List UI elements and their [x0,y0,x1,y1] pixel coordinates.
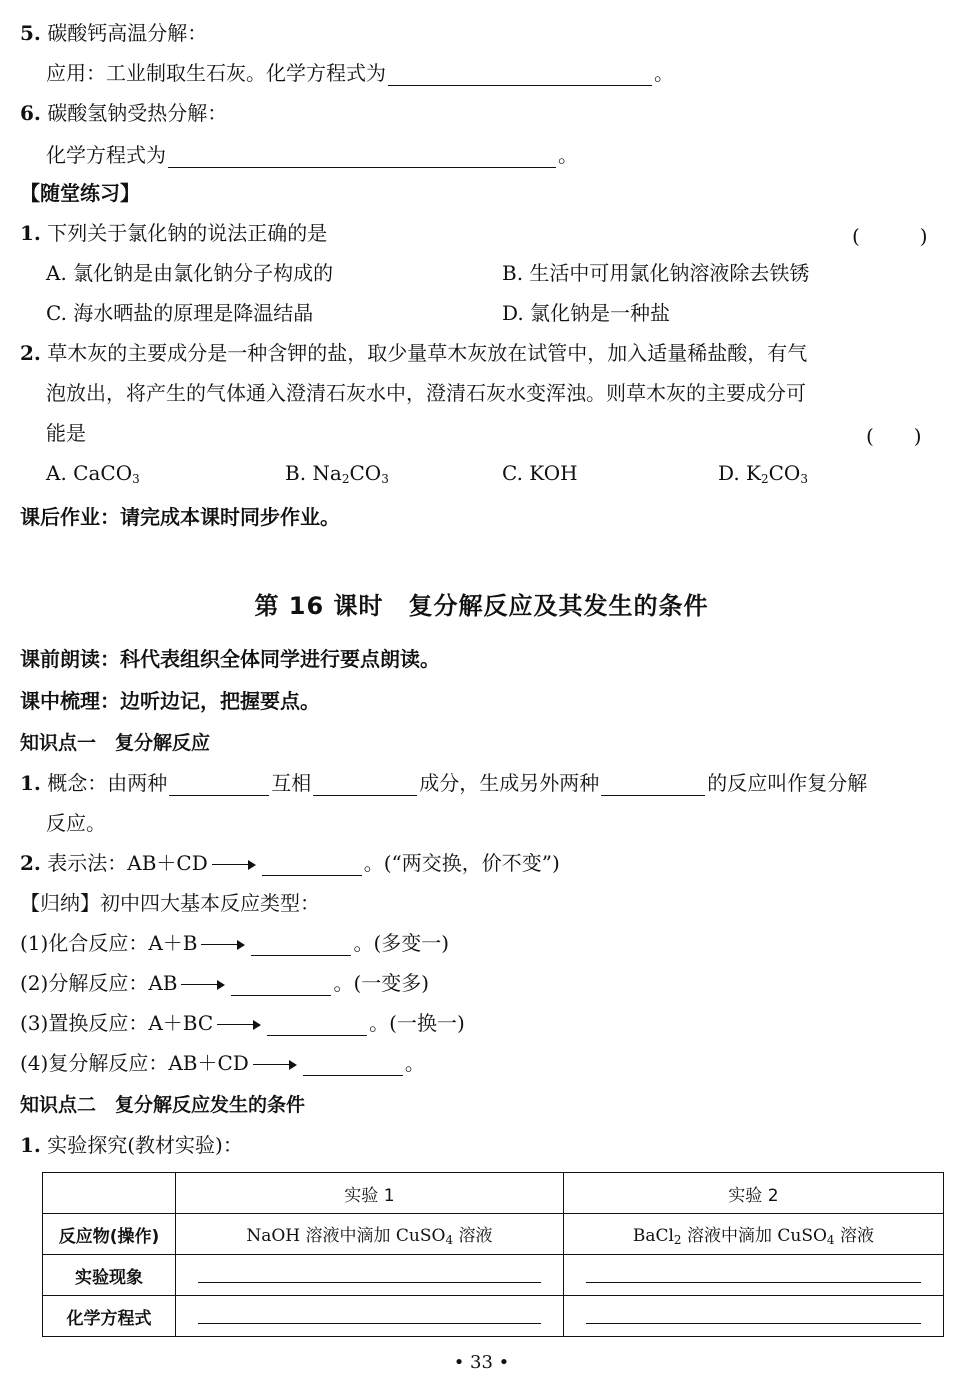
c2-text-b: 。(“两交换，价不变”) [363,851,560,875]
answer-line[interactable] [586,1282,921,1283]
row-label-reactants: 反应物(操作) [43,1214,176,1255]
in-class-line: 课中梳理：边听边记，把握要点。 [20,689,320,713]
row-label-equation: 化学方程式 [43,1296,176,1337]
q2-b-text2: CO [349,461,382,485]
q2-d-text2: CO [768,461,801,485]
c1-text-b: 互相 [271,771,312,795]
cell-text: 溶液中滴加 CuSO [681,1226,827,1246]
q1-answer-paren[interactable]: ( ) [852,224,928,248]
q5-line [20,20,207,46]
header-experiment-1: 实验 1 [176,1173,564,1214]
answer-line[interactable] [198,1323,541,1324]
q1-option-b: B. 生活中可用氯化钠溶液除去铁锈 [502,261,810,285]
t1-text: (1)化合反应：A＋B [20,931,198,955]
right-arrow-icon [217,1020,261,1030]
q1-option-c: C. 海水晒盐的原理是降温结晶 [46,301,314,325]
q5-app-text: 应用：工业制取生石灰。化学方程式为 [46,61,386,85]
knowledge-point-1: 知识点一 复分解反应 [20,732,211,754]
knowledge-point-2: 知识点二 复分解反应发生的条件 [20,1094,306,1116]
q2-option-d [718,460,808,492]
subscript: 3 [381,472,389,486]
t2-note: 。(一变多) [333,971,430,995]
t1-note: 。(多变一) [353,931,450,955]
q2-option-a [46,460,140,492]
lesson-title: 第 16 课时 复分解反应及其发生的条件 [254,592,709,620]
cell-text: NaOH 溶液中滴加 CuSO [246,1226,446,1246]
cell-phenomenon-1[interactable] [176,1255,564,1296]
subscript: 2 [341,472,350,486]
notation-line [20,850,560,876]
q2-option-b [285,460,389,492]
subscript: 4 [826,1233,835,1247]
practice-q1 [20,220,327,246]
q6-line [20,100,227,126]
type-1-blank[interactable] [251,933,351,956]
t4-note: 。 [404,1051,425,1075]
cell-phenomenon-2[interactable] [563,1255,943,1296]
cell-reactants-2 [563,1214,943,1255]
subscript: 2 [760,472,769,486]
cell-text: 溶液 [453,1226,493,1246]
c2-number: 2. [20,851,41,875]
table-row [43,1255,944,1296]
q2-b-text: B. Na [285,461,342,485]
concept-line [20,770,867,796]
type-4 [20,1050,425,1076]
q2-option-c: C. KOH [502,461,578,485]
c1-number: 1. [20,771,41,795]
type-2-blank[interactable] [231,973,331,996]
period: 。 [558,143,578,167]
experiment-table [42,1172,944,1337]
practice-q2-line1 [20,340,807,366]
cell-reactants-1 [176,1214,564,1255]
c1-text-d: 的反应叫作复分解 [707,771,868,795]
table-row [43,1173,944,1214]
concept-blank-1[interactable] [169,773,269,796]
q6-equation [46,142,578,168]
cell-text: 溶液 [834,1226,874,1246]
summary-line: 【归纳】初中四大基本反应类型： [20,891,320,915]
notation-blank[interactable] [262,853,362,876]
q1-option-a: A. 氯化钠是由氯化钠分子构成的 [46,261,334,285]
period: 。 [654,61,674,85]
subscript: 4 [445,1233,454,1247]
right-arrow-icon [212,860,256,870]
q5-title: 碳酸钙高温分解： [47,21,208,45]
cell-equation-1[interactable] [176,1296,564,1337]
right-arrow-icon [253,1060,297,1070]
homework-line: 课后作业：请完成本课时同步作业。 [20,505,340,529]
t4-text: (4)复分解反应：AB＋CD [20,1051,249,1075]
q2-a-text: A. CaCO [46,461,133,485]
subscript: 3 [132,472,140,486]
pre-read-line: 课前朗读：科代表组织全体同学进行要点朗读。 [20,647,440,671]
q1-number: 1. [20,221,41,245]
q1-option-d: D. 氯化钠是一种盐 [502,301,671,325]
q6-title: 碳酸氢钠受热分解： [47,101,228,125]
c1-text-c: 成分，生成另外两种 [419,771,600,795]
subscript: 2 [673,1233,682,1247]
c2-text-a: 表示法：AB＋CD [47,851,208,875]
practice-q2-line2: 泡放出，将产生的气体通入澄清石灰水中，澄清石灰水变浑浊。则草木灰的主要成分可 [46,381,806,405]
experiment-line [20,1132,243,1158]
q2-d-text: D. K [718,461,761,485]
answer-line[interactable] [586,1323,921,1324]
e1-text: 实验探究(教材实验)： [47,1133,243,1157]
type-1 [20,930,449,956]
table-corner [43,1173,176,1214]
concept-blank-3[interactable] [601,773,705,796]
q5-answer-blank[interactable] [388,63,652,86]
subscript: 3 [800,472,808,486]
q6-answer-blank[interactable] [168,145,556,168]
right-arrow-icon [201,940,245,950]
q6-number: 6. [20,101,41,125]
practice-q2-line3: 能是 [46,421,86,445]
cell-equation-2[interactable] [563,1296,943,1337]
row-label-phenomenon: 实验现象 [43,1255,176,1296]
e1-number: 1. [20,1133,41,1157]
page-number: • 33 • [453,1352,510,1373]
t3-note: 。(一换一) [369,1011,465,1035]
cell-text: BaCl [632,1226,674,1246]
right-arrow-icon [181,980,225,990]
q2-number: 2. [20,341,41,365]
concept-blank-2[interactable] [313,773,417,796]
type-3-blank[interactable] [267,1013,367,1036]
type-4-blank[interactable] [303,1053,403,1076]
q5-number: 5. [20,21,41,45]
type-2 [20,970,429,996]
type-3 [20,1010,465,1036]
answer-line[interactable] [198,1282,541,1283]
q5-application [46,60,674,86]
concept-line-2: 反应。 [46,811,106,835]
c1-text-a: 概念：由两种 [47,771,168,795]
table-row [43,1214,944,1255]
q1-text: 下列关于氯化钠的说法正确的是 [47,221,328,245]
q6-eq-text: 化学方程式为 [46,143,166,167]
header-experiment-2: 实验 2 [563,1173,943,1214]
t2-text: (2)分解反应：AB [20,971,178,995]
q2-text-1: 草木灰的主要成分是一种含钾的盐，取少量草木灰放在试管中，加入适量稀盐酸，有气 [47,341,808,365]
practice-heading: 【随堂练习】 [20,181,140,205]
table-row [43,1296,944,1337]
t3-text: (3)置换反应：A＋BC [20,1011,214,1035]
q2-answer-paren[interactable]: ( ) [866,424,922,448]
